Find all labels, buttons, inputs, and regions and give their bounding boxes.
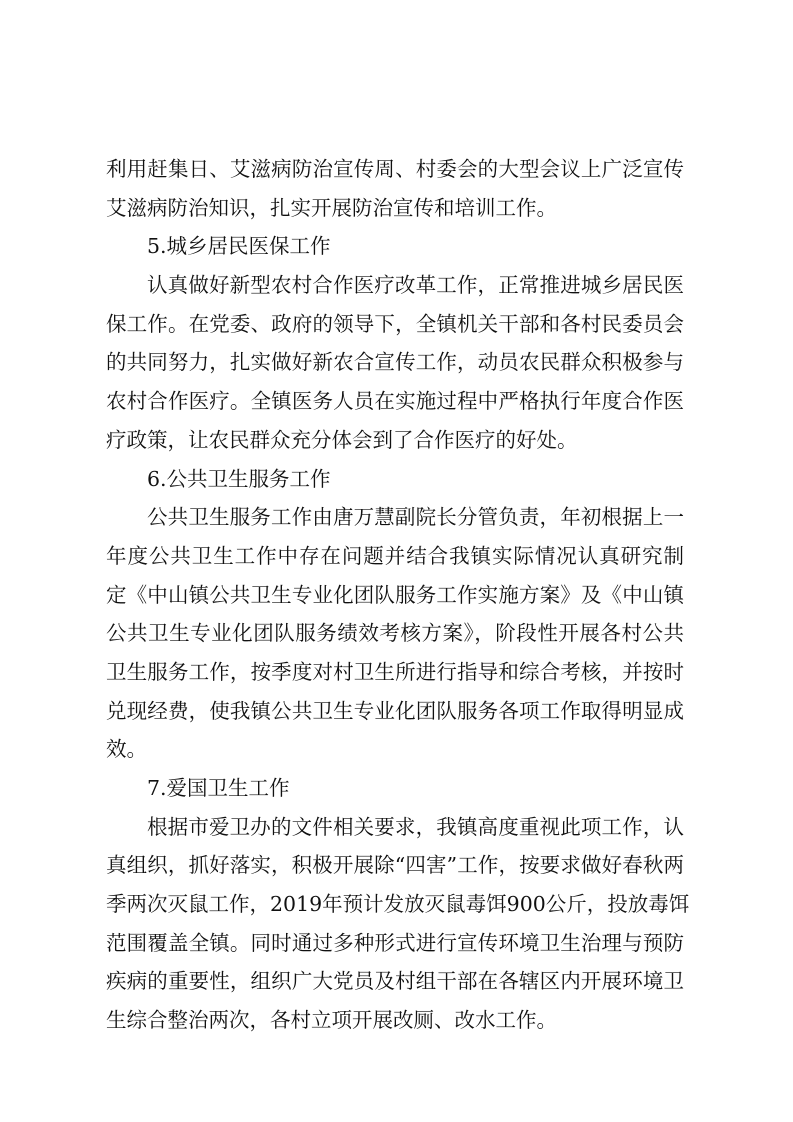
paragraph-line: 公共卫生专业化团队服务绩效考核方案》，阶段性开展各村公共: [106, 621, 684, 646]
paragraph-line: 利用赶集日、艾滋病防治宣传周、村委会的大型会议上广泛宣传: [106, 157, 684, 181]
paragraph-line: 真组织，抓好落实，积极开展除“四害”工作，按要求做好春秋两: [106, 853, 684, 878]
paragraph-line: 定《中山镇公共卫生专业化团队服务工作实施方案》及《中山镇: [106, 582, 684, 607]
paragraph-line: 效。: [106, 737, 147, 762]
paragraph-line: 疾病的重要性，组织广大党员及村组干部在各辖区内开展环境卫: [106, 969, 684, 994]
paragraph-line: 生综合整治两次，各村立项开展改厕、改水工作。: [106, 1008, 557, 1033]
paragraph-line: 季两次灭鼠工作，2019年预计发放灭鼠毒饵900公斤，投放毒饵: [106, 892, 690, 917]
paragraph-line: 艾滋病防治知识，扎实开展防治宣传和培训工作。: [106, 195, 557, 220]
paragraph-line: 保工作。在党委、政府的领导下，全镇机关干部和各村民委员会: [106, 311, 684, 336]
section-heading: 7.爱国卫生工作: [147, 776, 290, 800]
paragraph-line: 根据市爱卫办的文件相关要求，我镇高度重视此项工作，认: [147, 814, 684, 839]
paragraph-line: 卫生服务工作，按季度对村卫生所进行指导和综合考核，并按时: [106, 659, 684, 684]
paragraph-line: 认真做好新型农村合作医疗改革工作，正常推进城乡居民医: [147, 273, 684, 298]
document-body: [106, 150, 690, 1040]
section-heading: 6.公共卫生服务工作: [147, 466, 331, 491]
paragraph-line: 的共同努力，扎实做好新农合宣传工作，动员农民群众积极参与: [106, 350, 684, 375]
paragraph-line: 疗政策，让农民群众充分体会到了合作医疗的好处。: [106, 427, 578, 452]
paragraph-line: 公共卫生服务工作由唐万慧副院长分管负责，年初根据上一: [147, 505, 684, 530]
paragraph-line: 年度公共卫生工作中存在问题并结合我镇实际情况认真研究制: [106, 543, 684, 568]
paragraph-line: 兑现经费，使我镇公共卫生专业化团队服务各项工作取得明显成: [106, 698, 684, 723]
paragraph-line: 范围覆盖全镇。同时通过多种形式进行宣传环境卫生治理与预防: [106, 930, 684, 955]
paragraph-line: 农村合作医疗。全镇医务人员在实施过程中严格执行年度合作医: [106, 389, 684, 414]
section-heading: 5.城乡居民医保工作: [147, 234, 331, 259]
